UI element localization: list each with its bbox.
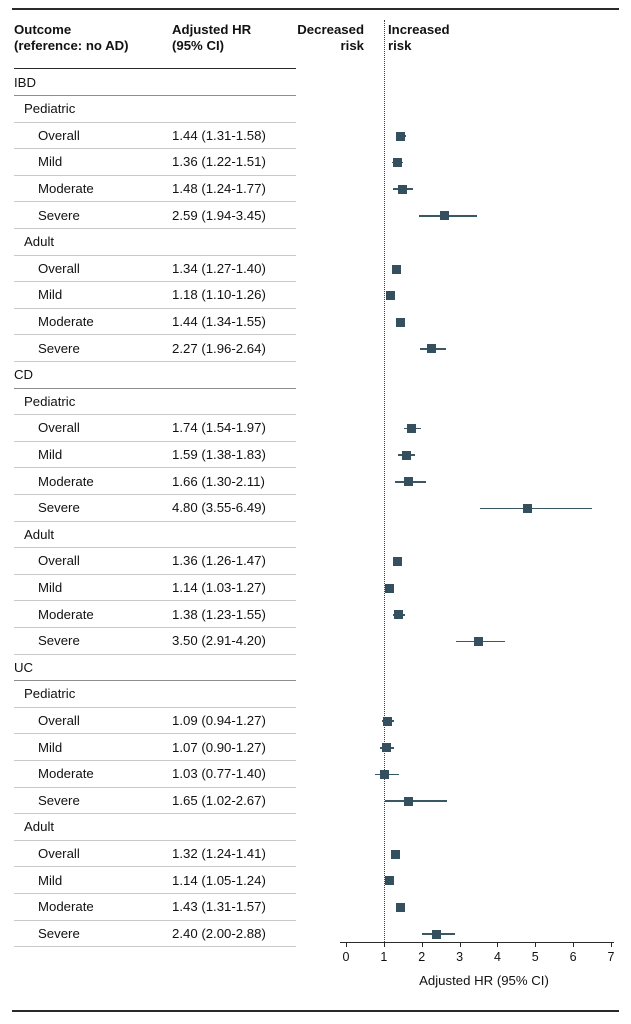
row-hr-value: 1.43 (1.31-1.57) (172, 899, 266, 915)
row-divider (14, 946, 296, 947)
x-axis-tick (535, 942, 536, 947)
table-row (14, 788, 296, 815)
table-row (14, 681, 296, 708)
row-hr-value: 1.14 (1.05-1.24) (172, 872, 266, 888)
x-axis-tick-label: 7 (607, 950, 615, 964)
bottom-rule (12, 1010, 619, 1012)
row-hr-value: 1.36 (1.26-1.47) (172, 553, 266, 569)
x-axis (340, 942, 614, 943)
x-axis-tick (573, 942, 574, 947)
row-label: Severe (38, 500, 80, 516)
confidence-interval-line (393, 614, 405, 616)
table-row (14, 761, 296, 788)
table-row (14, 336, 296, 363)
row-label: Moderate (38, 606, 94, 622)
table-row (14, 256, 296, 283)
row-label: UC (14, 659, 34, 675)
confidence-interval-line (385, 587, 394, 589)
row-label: Moderate (38, 473, 94, 489)
point-estimate-marker (385, 584, 394, 593)
row-hr-value: 1.44 (1.31-1.58) (172, 127, 266, 143)
column-header-increased-line1: Increased (388, 22, 450, 37)
table-row (14, 708, 296, 735)
confidence-interval-line (386, 880, 393, 882)
row-hr-value: 1.36 (1.22-1.51) (172, 154, 266, 170)
row-label: Overall (38, 127, 80, 143)
table-row (14, 203, 296, 230)
point-estimate-marker (396, 132, 405, 141)
row-label: Severe (38, 633, 80, 649)
row-label: Moderate (38, 899, 94, 915)
table-row (14, 176, 296, 203)
point-estimate-marker (393, 158, 402, 167)
point-estimate-marker (440, 211, 449, 220)
point-estimate-marker (383, 717, 392, 726)
row-hr-value: 1.07 (0.90-1.27) (172, 739, 266, 755)
row-hr-value: 3.50 (2.91-4.20) (172, 633, 266, 649)
confidence-interval-line (420, 348, 446, 350)
point-estimate-marker (392, 265, 401, 274)
confidence-interval-line (395, 481, 426, 483)
table-row (14, 575, 296, 602)
confidence-interval-line (375, 774, 399, 776)
x-axis-tick-label: 6 (569, 950, 577, 964)
confidence-interval-line (382, 720, 394, 722)
column-header-increased-line2: risk (388, 37, 412, 53)
row-label: Moderate (38, 313, 94, 329)
point-estimate-marker (432, 930, 441, 939)
point-estimate-marker (396, 903, 405, 912)
column-header-decreased-risk (272, 22, 364, 53)
point-estimate-marker (385, 876, 394, 885)
table-row (14, 921, 296, 948)
table-row (14, 814, 296, 841)
x-axis-tick-label: 5 (531, 950, 539, 964)
point-estimate-marker (407, 424, 416, 433)
row-hr-value: 1.14 (1.03-1.27) (172, 579, 266, 595)
point-estimate-marker (394, 610, 403, 619)
table-row (14, 548, 296, 575)
confidence-interval-line (480, 508, 591, 510)
confidence-interval-line (393, 188, 413, 190)
x-axis-tick-label: 1 (380, 950, 388, 964)
row-hr-value: 1.74 (1.54-1.97) (172, 420, 266, 436)
row-label: Pediatric (24, 101, 76, 117)
table-row (14, 442, 296, 469)
table-row (14, 123, 296, 150)
confidence-interval-line (392, 162, 403, 164)
table-row (14, 495, 296, 522)
table-row (14, 149, 296, 176)
x-axis-tick (346, 942, 347, 947)
table-row (14, 522, 296, 549)
row-hr-value: 2.27 (1.96-2.64) (172, 340, 266, 356)
x-axis-tick-label: 2 (418, 950, 426, 964)
point-estimate-marker (380, 770, 389, 779)
row-hr-value: 2.40 (2.00-2.88) (172, 925, 266, 941)
column-header-hr-line2: (95% CI) (172, 37, 225, 53)
confidence-interval-line (394, 268, 399, 270)
table-row (14, 229, 296, 256)
row-hr-value: 1.65 (1.02-2.67) (172, 792, 266, 808)
row-hr-value: 1.18 (1.10-1.26) (172, 287, 266, 303)
table-row (14, 841, 296, 868)
column-header-outcome-line1: Outcome (14, 22, 72, 37)
point-estimate-marker (402, 451, 411, 460)
table-row (14, 70, 296, 97)
row-label: Mild (38, 287, 63, 303)
row-hr-value: 1.09 (0.94-1.27) (172, 712, 266, 728)
table-row (14, 469, 296, 496)
confidence-interval-line (388, 295, 394, 297)
confidence-interval-line (422, 933, 455, 935)
table-row (14, 868, 296, 895)
top-rule (12, 8, 619, 10)
x-axis-tick (460, 942, 461, 947)
point-estimate-marker (393, 557, 402, 566)
row-label: Overall (38, 553, 80, 569)
row-hr-value: 1.34 (1.27-1.40) (172, 260, 266, 276)
row-label: Overall (38, 260, 80, 276)
row-label: Severe (38, 340, 80, 356)
confidence-interval-line (393, 853, 399, 855)
point-estimate-marker (382, 743, 391, 752)
point-estimate-marker (474, 637, 483, 646)
confidence-interval-line (404, 428, 420, 430)
row-hr-value: 2.59 (1.94-3.45) (172, 207, 266, 223)
row-hr-value: 1.44 (1.34-1.55) (172, 313, 266, 329)
row-label: CD (14, 367, 34, 383)
point-estimate-marker (404, 477, 413, 486)
row-label: IBD (14, 74, 36, 90)
table-row (14, 735, 296, 762)
row-label: Overall (38, 712, 80, 728)
point-estimate-marker (427, 344, 436, 353)
column-header-outcome-line2: (reference: no AD) (14, 37, 129, 53)
x-axis-tick (384, 942, 385, 947)
row-label: Mild (38, 872, 63, 888)
x-axis-tick-label: 4 (493, 950, 501, 964)
row-label: Mild (38, 446, 63, 462)
confidence-interval-line (385, 800, 447, 802)
table-row (14, 602, 296, 629)
x-axis-tick-label: 0 (342, 950, 350, 964)
confidence-interval-line (396, 907, 406, 909)
row-label: Mild (38, 579, 63, 595)
confidence-interval-line (398, 454, 415, 456)
row-hr-value: 1.48 (1.24-1.77) (172, 180, 266, 196)
table-row (14, 309, 296, 336)
table-row (14, 628, 296, 655)
row-label: Overall (38, 845, 80, 861)
reference-line (384, 20, 385, 942)
row-label: Moderate (38, 180, 94, 196)
row-label: Severe (38, 792, 80, 808)
table-row (14, 894, 296, 921)
table-row (14, 389, 296, 416)
row-label: Adult (24, 234, 55, 250)
x-axis-tick (611, 942, 612, 947)
x-axis-tick (422, 942, 423, 947)
x-axis-tick-label: 3 (456, 950, 464, 964)
row-label: Severe (38, 207, 80, 223)
row-label: Adult (24, 526, 55, 542)
point-estimate-marker (398, 185, 407, 194)
confidence-interval-line (456, 641, 505, 643)
table-row (14, 415, 296, 442)
x-axis-title: Adjusted HR (95% CI) (419, 973, 549, 988)
row-hr-value: 1.59 (1.38-1.83) (172, 446, 266, 462)
point-estimate-marker (391, 850, 400, 859)
point-estimate-marker (386, 291, 395, 300)
table-row (14, 655, 296, 682)
row-label: Pediatric (24, 393, 76, 409)
confidence-interval-line (396, 135, 406, 137)
column-header-decreased-line1: Decreased (297, 22, 364, 37)
row-label: Pediatric (24, 686, 76, 702)
column-header-outcome (14, 22, 164, 53)
row-hr-value: 4.80 (3.55-6.49) (172, 500, 266, 516)
point-estimate-marker (523, 504, 532, 513)
row-hr-value: 1.38 (1.23-1.55) (172, 606, 266, 622)
table-row (14, 96, 296, 123)
confidence-interval-line (419, 215, 476, 217)
row-label: Mild (38, 154, 63, 170)
row-hr-value: 1.32 (1.24-1.41) (172, 845, 266, 861)
row-label: Severe (38, 925, 80, 941)
confidence-interval-line (394, 561, 402, 563)
row-label: Mild (38, 739, 63, 755)
row-hr-value: 1.03 (0.77-1.40) (172, 766, 266, 782)
row-label: Overall (38, 420, 80, 436)
column-header-increased-risk (388, 22, 498, 53)
row-hr-value: 1.66 (1.30-2.11) (172, 473, 265, 489)
row-label: Adult (24, 819, 55, 835)
point-estimate-marker (396, 318, 405, 327)
column-header-hr-line1: Adjusted HR (172, 22, 252, 37)
point-estimate-marker (404, 797, 413, 806)
x-axis-tick (497, 942, 498, 947)
table-row (14, 282, 296, 309)
confidence-interval-line (397, 321, 405, 323)
table-row (14, 362, 296, 389)
column-header-decreased-line2: risk (340, 37, 364, 53)
confidence-interval-line (380, 747, 394, 749)
row-label: Moderate (38, 766, 94, 782)
